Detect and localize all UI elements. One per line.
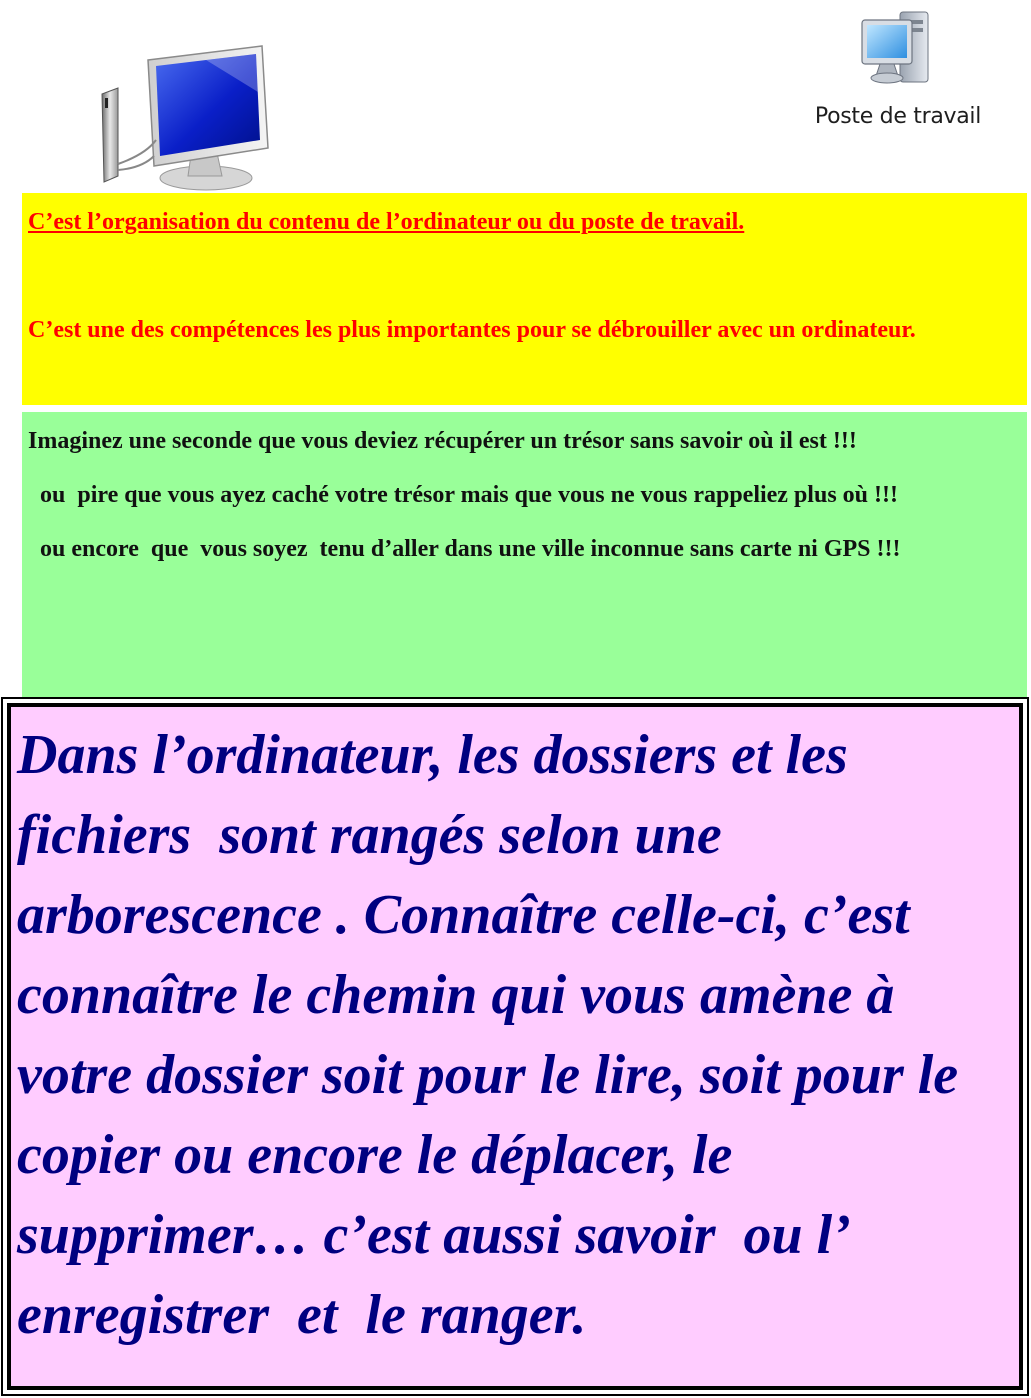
analogy-paragraph-hidden: ou pire que vous ayez caché votre trésor mais que vous ne vous rappeliez plus où !!!	[28, 482, 898, 508]
definition-box	[22, 193, 1027, 405]
analogy-paragraph-treasure: Imaginez une seconde que vous deviez récupérer un trésor sans savoir où il est !!!	[28, 428, 857, 454]
definition-text: C’est l’organisation du contenu de l’ordinateur ou du poste de travail.	[28, 209, 745, 235]
workstation-shortcut[interactable]	[800, 4, 1000, 144]
explanation-frame	[1, 697, 1029, 1396]
analogy-box	[22, 412, 1027, 698]
workstation-computer-icon	[858, 6, 938, 96]
importance-text: C’est une des compétences les plus importantes pour se débrouiller avec un ordinateur.	[28, 317, 916, 343]
explanation-text: Dans l’ordinateur, les dossiers et les fichiers sont rangés selon une arborescence . Connaître celle-ci, c’est connaître le chemin qui vous amène à votre dossier soit pour le lire, soit pour le copier ou encore le déplacer, le supprimer… c’est aussi savoir ou l’ enregistrer et le ranger.	[17, 724, 959, 1346]
analogy-paragraph-city: ou encore que vous soyez tenu d’aller dans une ville inconnue sans carte ni GPS !!!	[28, 536, 901, 562]
explanation-box	[7, 703, 1023, 1390]
workstation-label: Poste de travail	[814, 104, 982, 129]
monitor-icon	[96, 44, 286, 196]
